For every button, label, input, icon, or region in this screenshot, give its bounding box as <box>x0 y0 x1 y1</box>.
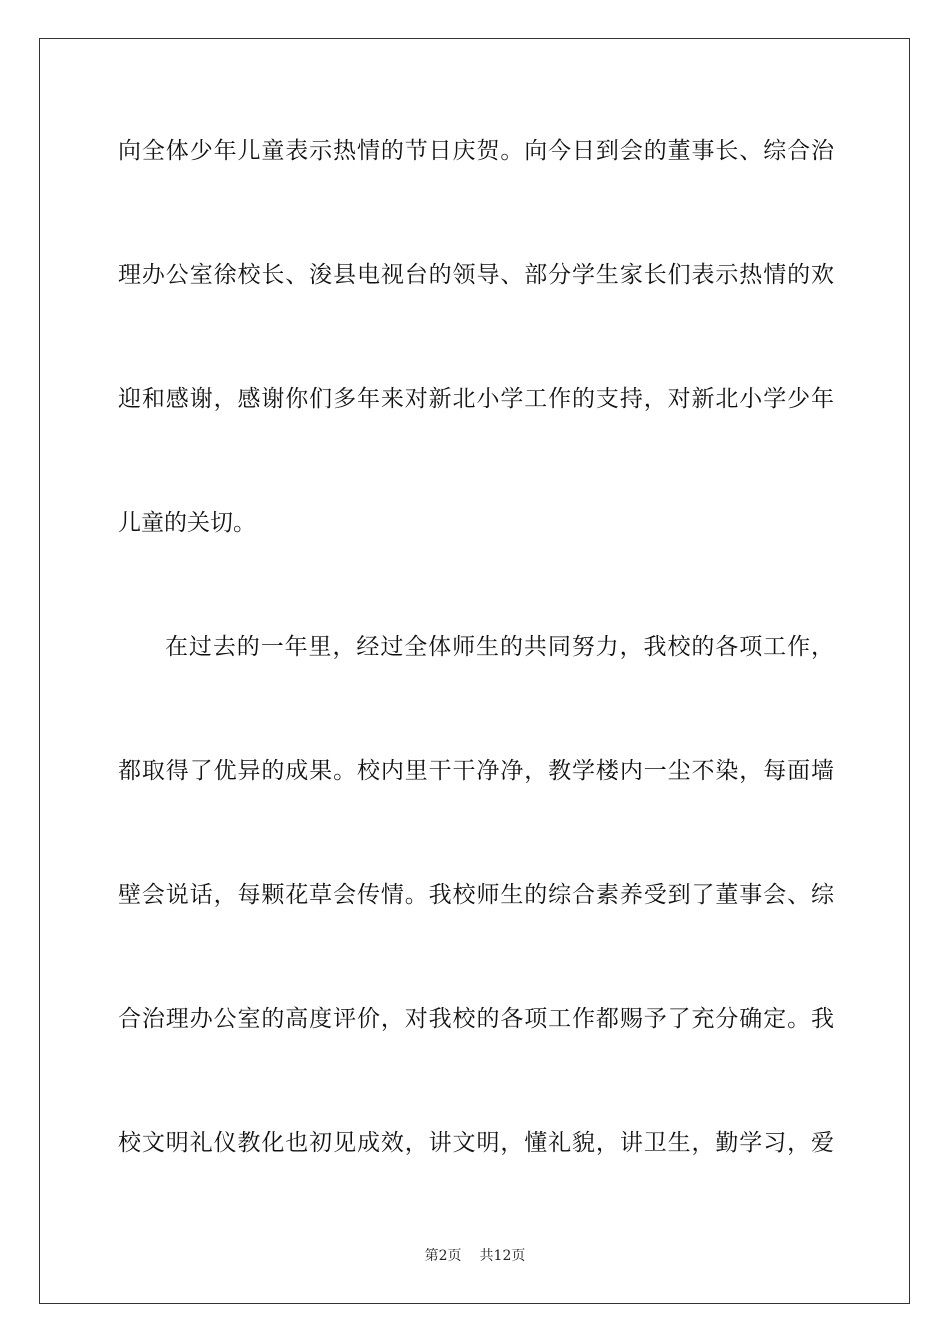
paragraph-line: 合治理办公室的高度评价，对我校的各项工作都赐予了充分确定。我 <box>118 1006 834 1032</box>
paragraph-line: 在过去的一年里，经过全体师生的共同努力，我校的各项工作， <box>165 634 834 660</box>
paragraph-line: 理办公室徐校长、浚县电视台的领导、部分学生家长们表示热情的欢 <box>118 262 834 288</box>
page-number-total: 共12页 <box>479 1248 526 1264</box>
page-border <box>39 38 910 1304</box>
paragraph-line: 壁会说话，每颗花草会传情。我校师生的综合素养受到了董事会、综 <box>118 882 834 908</box>
page-number-current: 第2页 <box>424 1248 462 1264</box>
paragraph-line: 迎和感谢，感谢你们多年来对新北小学工作的支持，对新北小学少年 <box>118 386 834 412</box>
paragraph-line: 向全体少年儿童表示热情的节日庆贺。向今日到会的董事长、综合治 <box>118 138 834 164</box>
paragraph-line: 都取得了优异的成果。校内里干干净净，教学楼内一尘不染，每面墙 <box>118 758 834 784</box>
paragraph-line: 校文明礼仪教化也初见成效，讲文明，懂礼貌，讲卫生，勤学习，爱 <box>118 1130 834 1156</box>
page-footer <box>0 1247 950 1265</box>
paragraph-line: 儿童的关切。 <box>118 510 256 536</box>
